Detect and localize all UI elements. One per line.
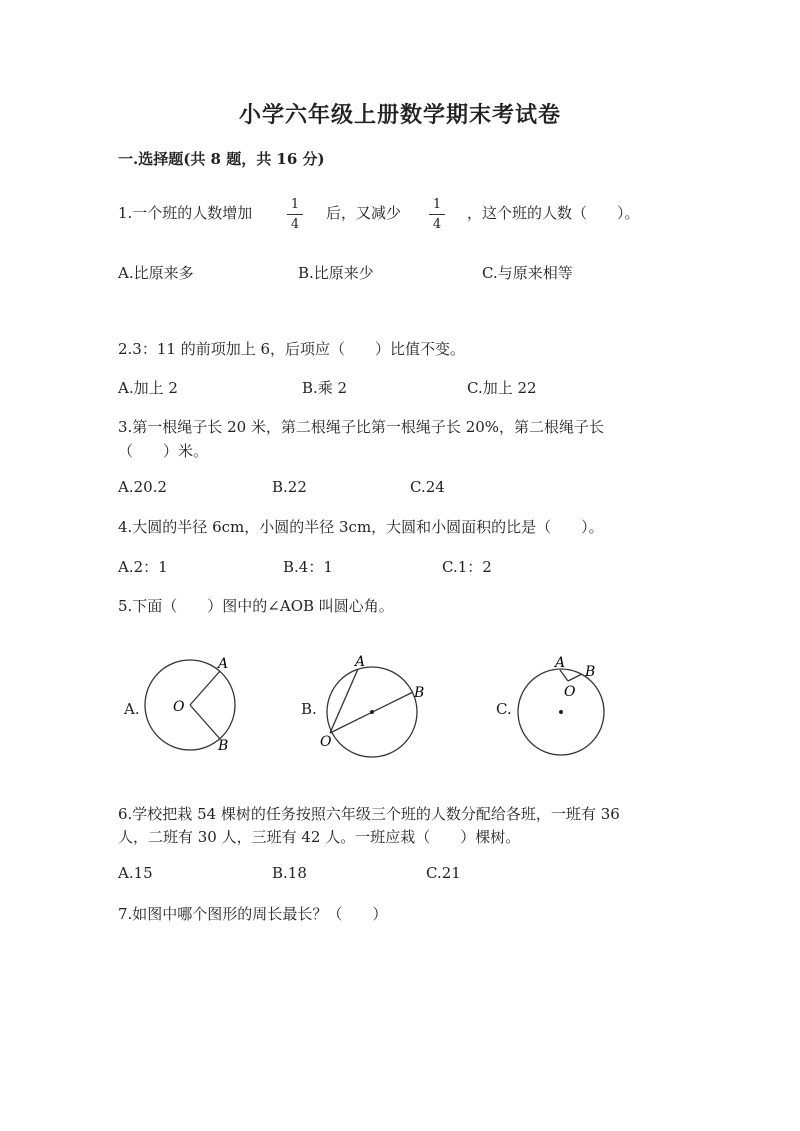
option-a[interactable]: A.加上 2: [118, 379, 178, 397]
question-3-text-line2: （ ）米。: [118, 442, 209, 460]
figure-b-circle: [315, 650, 435, 760]
chord-oa: [330, 669, 358, 733]
segment-oa: [560, 670, 568, 681]
figure-b-label[interactable]: B.: [301, 700, 317, 718]
question-3-text-line1: 3.第一根绳子长 20 米，第二根绳子比第一根绳子长 20%，第二根绳子长: [118, 418, 605, 436]
radius-ob: [190, 705, 220, 739]
page-title: 小学六年级上册数学期末考试卷: [238, 102, 561, 128]
point-label-o: O: [320, 734, 332, 750]
question-1-text-part2: 后，又减少: [326, 204, 402, 222]
option-c[interactable]: C.21: [426, 864, 461, 882]
option-a[interactable]: A.2：1: [118, 558, 168, 576]
fraction-denominator: 4: [290, 217, 300, 232]
option-c[interactable]: C.24: [410, 478, 445, 496]
segment-ob: [568, 674, 582, 681]
section-heading: 一.选择题(共 8 题，共 16 分): [118, 150, 325, 168]
fraction-numerator: 1: [290, 197, 300, 212]
option-c[interactable]: C.1：2: [442, 558, 492, 576]
point-label-o: O: [564, 684, 576, 700]
question-1-text-part1: 1.一个班的人数增加: [118, 204, 253, 222]
figure-c-circle: [510, 650, 620, 760]
option-b[interactable]: B.乘 2: [302, 379, 348, 397]
option-b[interactable]: B.比原来少: [298, 264, 374, 282]
fraction-bar: [429, 214, 445, 215]
question-6-text-line1: 6.学校把栽 54 棵树的任务按照六年级三个班的人数分配给各班，一班有 36: [118, 805, 620, 823]
question-1-text-part3: ，这个班的人数（ ）。: [467, 204, 640, 222]
fraction-one-quarter: [287, 198, 303, 231]
point-label-a: A: [355, 654, 366, 670]
center-dot: [370, 710, 374, 714]
point-label-o: O: [173, 699, 185, 715]
figure-c-label[interactable]: C.: [496, 700, 512, 718]
option-a[interactable]: A.比原来多: [118, 264, 194, 282]
center-dot: [559, 710, 563, 714]
option-c[interactable]: C.与原来相等: [482, 264, 573, 282]
question-4-text: 4.大圆的半径 6cm，小圆的半径 3cm，大圆和小圆面积的比是（ ）。: [118, 518, 604, 536]
figure-a-circle: [140, 650, 250, 760]
figure-a-label[interactable]: A.: [124, 700, 140, 718]
fraction-numerator: 1: [432, 197, 442, 212]
point-label-b: B: [585, 664, 596, 680]
option-b[interactable]: B.4：1: [283, 558, 333, 576]
point-label-a: A: [218, 656, 229, 672]
question-5-text: 5.下面（ ）图中的∠AOB 叫圆心角。: [118, 597, 394, 615]
question-7-text: 7.如图中哪个图形的周长最长？（ ）: [118, 905, 388, 923]
fraction-bar: [287, 214, 303, 215]
option-c[interactable]: C.加上 22: [467, 379, 537, 397]
fraction-denominator: 4: [432, 217, 442, 232]
question-2-text: 2.3：11 的前项加上 6，后项应（ ）比值不变。: [118, 340, 466, 358]
option-b[interactable]: B.22: [272, 478, 307, 496]
question-6-text-line2: 人，二班有 30 人，三班有 42 人。一班应栽（ ）棵树。: [118, 828, 521, 846]
option-b[interactable]: B.18: [272, 864, 307, 882]
option-a[interactable]: A.15: [118, 864, 153, 882]
point-label-a: A: [555, 655, 566, 671]
fraction-one-quarter: [429, 198, 445, 231]
point-label-b: B: [414, 685, 425, 701]
radius-oa: [190, 671, 220, 705]
point-label-b: B: [218, 738, 229, 754]
option-a[interactable]: A.20.2: [118, 478, 167, 496]
